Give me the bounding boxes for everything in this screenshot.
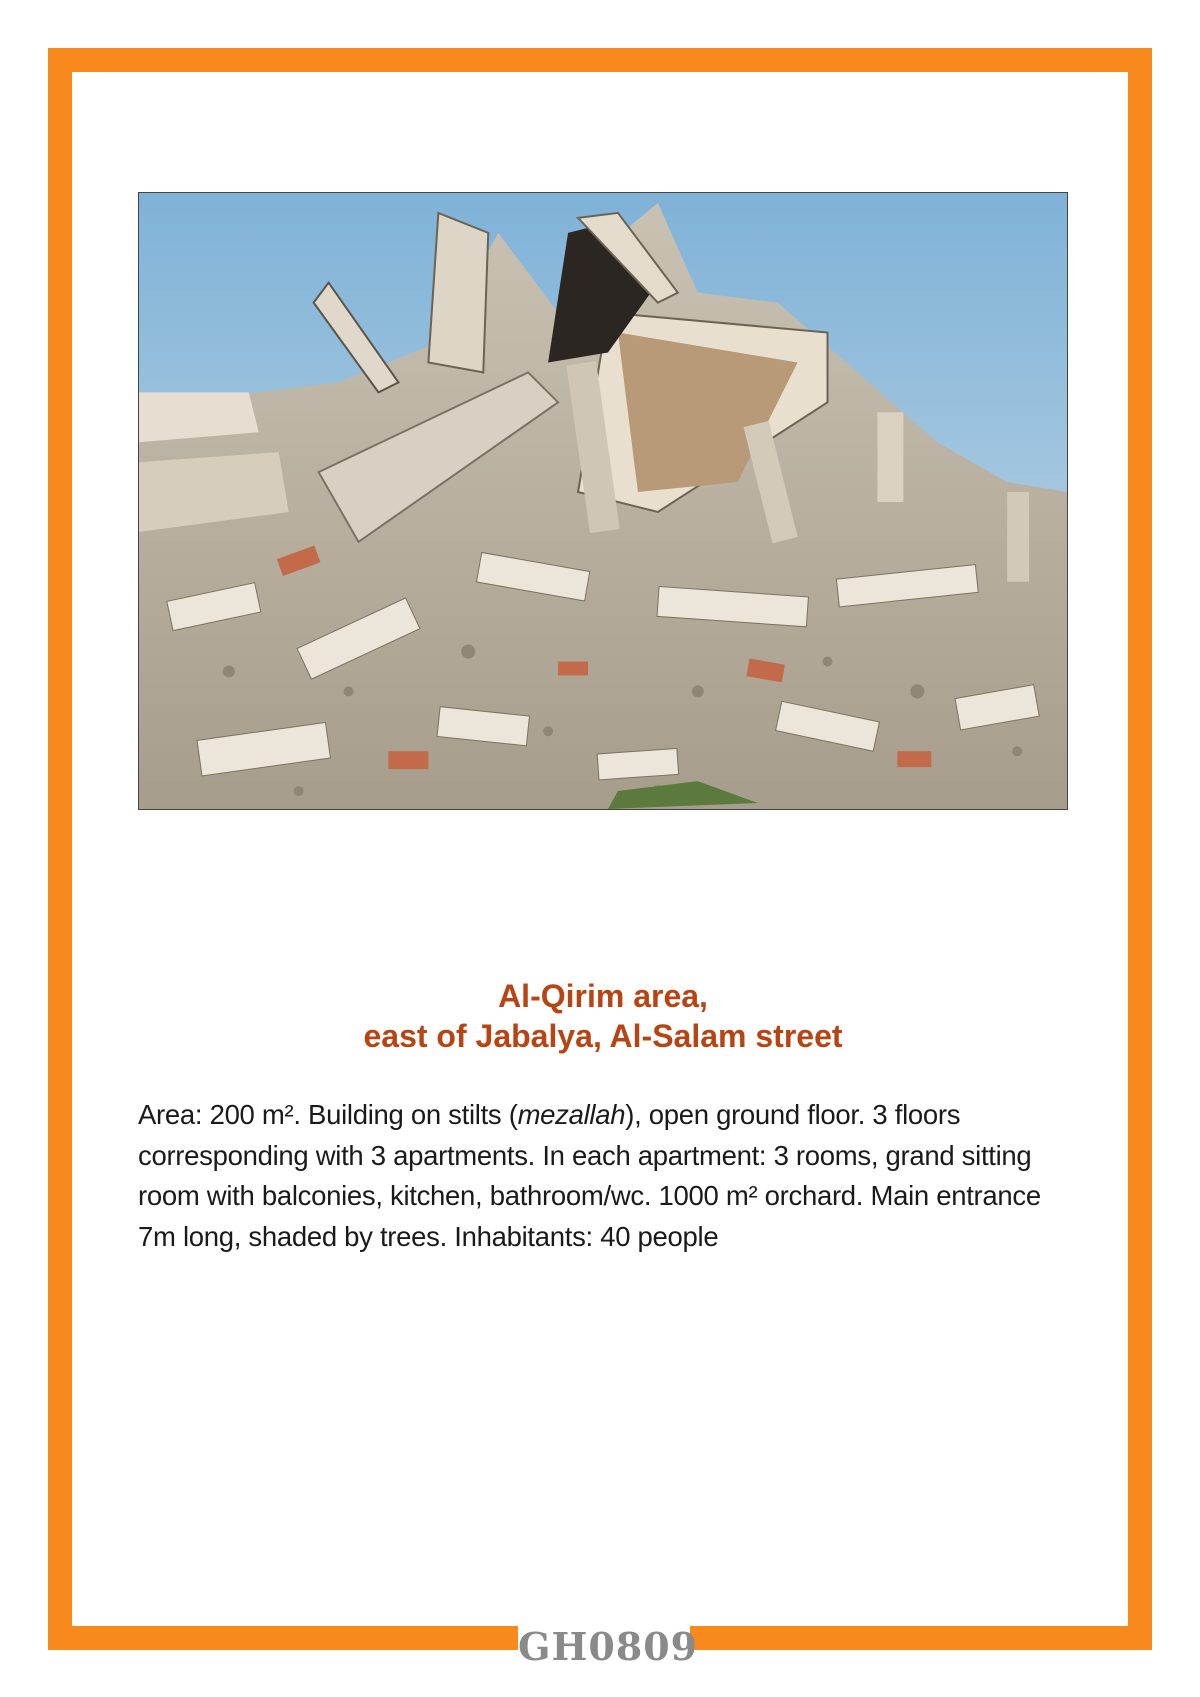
- location-title-line1: Al-Qirim area,: [498, 978, 708, 1014]
- description-part1: Area: 200 m². Building on stilts (: [138, 1099, 518, 1130]
- building-description: [138, 1095, 1078, 1257]
- reference-code-box: [518, 1622, 699, 1672]
- location-title-line2: east of Jabalya, Al-Salam street: [363, 1018, 843, 1054]
- rubble-photo-illustration: [139, 193, 1067, 809]
- description-italic-term: mezallah: [517, 1099, 626, 1130]
- location-title: [138, 976, 1068, 1056]
- reference-code: GH0809: [518, 1624, 699, 1669]
- description-part2: ), open ground floor. 3 floors corresponding with 3 apartments. In each apartment: 3 rooms, grand sitting room with balconies, kitchen, bathroom/wc. 1000 m² orchard. Main entrance 7m long, shaded by trees. Inhabitants: 40 people: [138, 1099, 1041, 1252]
- rubble-photo: [138, 192, 1068, 810]
